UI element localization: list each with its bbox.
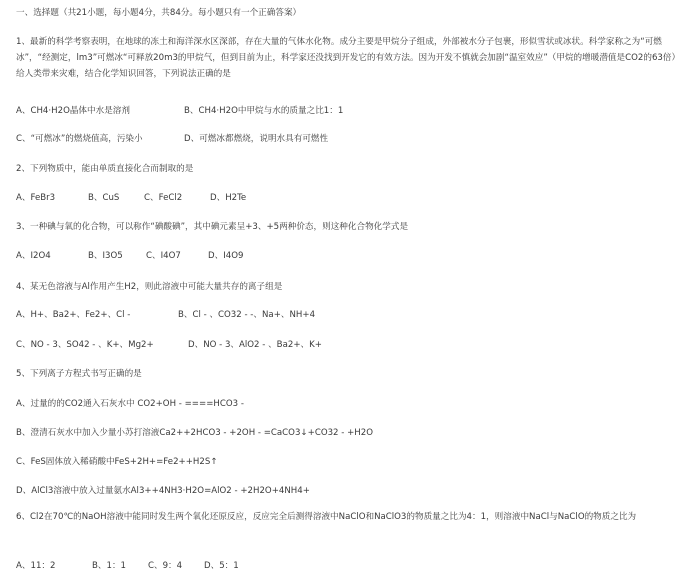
- option-c: C、NO - 3、SO42 - 、K+、Mg2+: [16, 340, 154, 350]
- option-b: B、CuS: [88, 193, 120, 203]
- option-d: D、I4O9: [208, 251, 244, 261]
- option-b: B、CH4·H2O中甲烷与水的质量之比1：1: [184, 106, 344, 116]
- option-b: B、I3O5: [88, 251, 123, 261]
- question-2-options: [16, 192, 246, 204]
- option-d: D、5：1: [204, 561, 239, 571]
- question-4-options-row2: [16, 339, 322, 351]
- question-4-stem: 4、某无色溶液与Al作用产生H2，则此溶液中可能大量共存的离子组是: [16, 282, 283, 292]
- option-b: B、1：1: [92, 561, 127, 571]
- question-5-option-b: B、澄清石灰水中加入少量小苏打溶液Ca2++2HCO3 - +2OH - =CaCO3↓+CO32 - +H2O: [16, 428, 373, 438]
- question-5-stem: 5、下列离子方程式书写正确的是: [16, 369, 142, 379]
- question-2-stem: 2、下列物质中，能由单质直接化合而制取的是: [16, 164, 194, 174]
- option-a: A、11：2: [16, 561, 56, 571]
- option-c: C、9：4: [148, 561, 183, 571]
- option-b: B、Cl - 、CO32 - -、Na+、NH+4: [178, 310, 316, 320]
- option-d: D、NO - 3、AlO2 - 、Ba2+、K+: [188, 340, 322, 350]
- option-c: C、I4O7: [146, 251, 181, 261]
- question-4-options: [16, 309, 315, 321]
- option-d: D、H2Te: [210, 193, 247, 203]
- question-1-stem: 1、最新的科学考察表明，在地球的冻土和海洋深水区深部，存在大量的气体水化物。成分主要是甲烷分子组成，外部被水分子包裹，形似雪状或冰状。科学家称之为“可燃冰”，“经测定，lm3”可燃冰“可释放20m3的甲烷气，但到目前为止，科学家还没找到开发它的有效方法。因为开发不慎就会加剧“温室效应”（甲烷的增暖潜值是CO2的63倍）给人类带来灾难，结合化学知识回答，下列说法正确的是: [16, 37, 676, 79]
- question-1-options: [16, 105, 343, 117]
- section-title: 一、选择题（共21小题，每小题4分，共84分。每小题只有一个正确答案）: [16, 8, 302, 18]
- question-6-stem: 6、Cl2在70℃的NaOH溶液中能同时发生两个氧化还原反应，反应完全后测得溶液中NaClO和NaClO3的物质量之比为4：1，则溶液中NaCl与NaClO的物质之比为: [16, 512, 637, 522]
- question-3-options: [16, 250, 243, 262]
- question-3-stem: 3、一种碘与氧的化合物，可以称作“碘酸碘”，其中碘元素呈+3、+5两种价态，则这种化合物化学式是: [16, 222, 409, 232]
- question-5-option-a: A、过量的的CO2通入石灰水中 CO2+OH - ====HCO3 -: [16, 399, 244, 409]
- option-c: C、“可燃冰”的燃烧值高，污染小: [16, 134, 143, 144]
- question-6-options: [16, 560, 239, 572]
- option-c: C、FeCl2: [144, 193, 183, 203]
- option-a: A、H+、Ba2+、Fe2+、Cl -: [16, 310, 131, 320]
- option-d: D、可燃冰都燃烧，说明水具有可燃性: [184, 134, 329, 144]
- question-5-option-c: C、FeS固体放入稀硝酸中FeS+2H+=Fe2++H2S↑: [16, 457, 218, 467]
- question-1-options-row2: [16, 133, 328, 145]
- option-a: A、CH4·H2O晶体中水是溶剂: [16, 106, 130, 116]
- question-5-option-d: D、AlCl3溶液中放入过量氨水Al3++4NH3·H2O=AlO2 - +2H2O+4NH4+: [16, 486, 310, 496]
- option-a: A、I2O4: [16, 251, 51, 261]
- option-a: A、FeBr3: [16, 193, 56, 203]
